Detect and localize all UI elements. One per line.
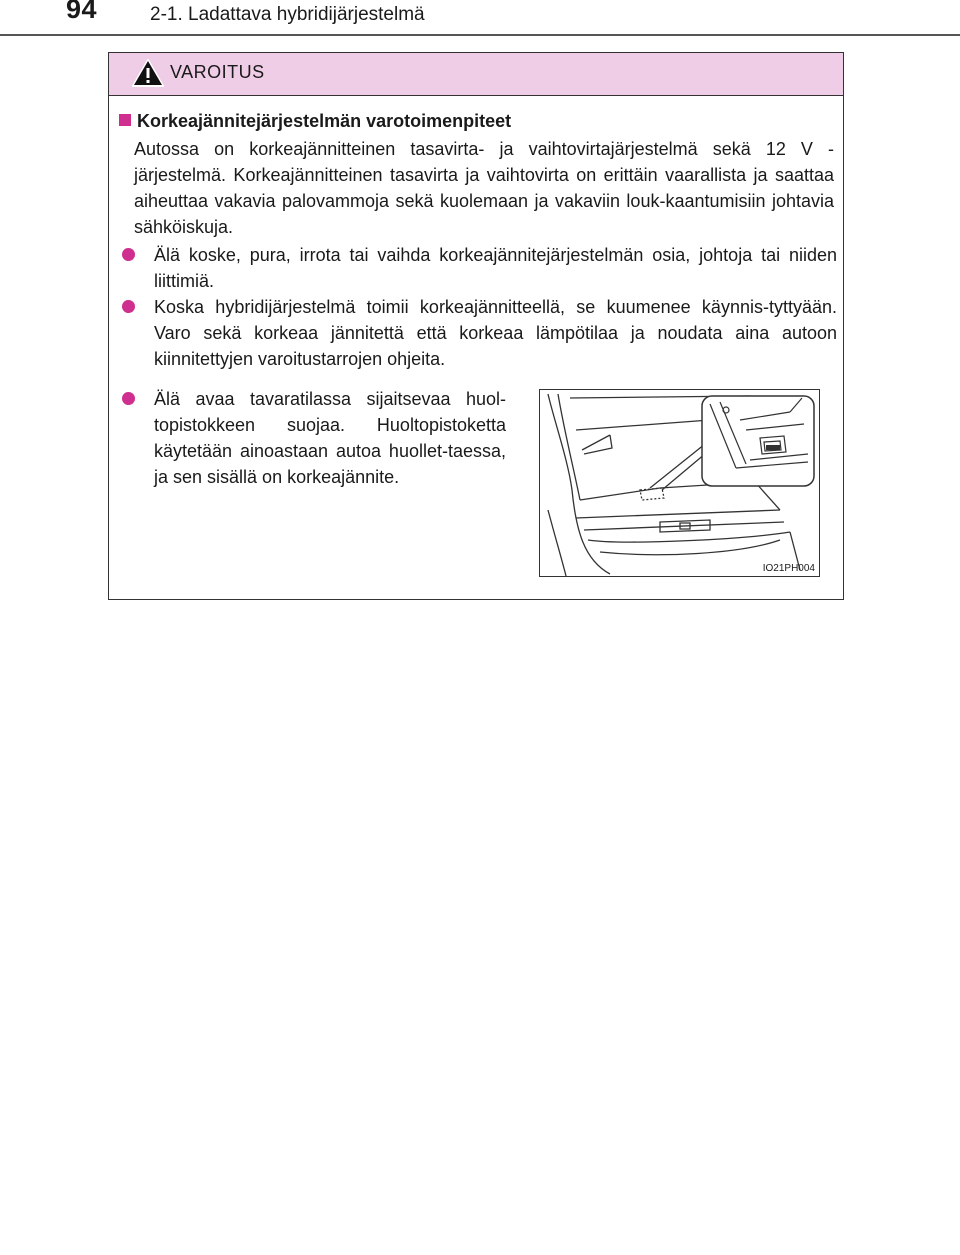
bullet-item	[122, 294, 837, 372]
intro-paragraph: Autossa on korkeajännitteinen tasavirta- ja vaihtovirtajärjestelmä sekä 12 V -järjestelmä. Korkeajännitteinen tasavirta ja vaihtovirta on erittäin vaarallista ja saattaa aiheuttaa vakavia palovammoja sekä kuolemaan ja vakaviin louk-kaantumisiin johtavia sähköiskuja.	[134, 139, 834, 237]
trunk-illustration	[540, 390, 819, 576]
round-bullet-icon	[122, 248, 135, 261]
figure-code: IO21PH004	[762, 563, 815, 574]
section-title: 2-1. Ladattava hybridijärjestelmä	[150, 4, 425, 25]
round-bullet-icon	[122, 392, 135, 405]
warning-triangle-icon	[132, 59, 164, 87]
bullet-text: Älä avaa tavaratilassa sijaitsevaa huol-topistokkeen suojaa. Huoltopistoketta käytetään ainoastaan autoa huollet-taessa, ja sen sisällä on korkeajännite.	[154, 389, 506, 487]
bullet-text: Koska hybridijärjestelmä toimii korkeajännitteellä, se kuumenee käynnis-tyttyään. Varo sekä korkeaa jännitettä että korkeaa lämpötilaa ja noudata aina autoon kiinnitettyjen varoitustarrojen ohjeita.	[154, 297, 837, 369]
square-bullet-icon	[119, 114, 131, 126]
warning-subheading	[119, 111, 511, 132]
round-bullet-icon	[122, 300, 135, 313]
header-rule	[0, 34, 960, 36]
page-number: 94	[66, 0, 98, 24]
warning-label: VAROITUS	[170, 62, 265, 82]
bullet-text: Älä koske, pura, irrota tai vaihda korkeajännitejärjestelmän osia, johtoja tai niiden liittimiä.	[154, 245, 837, 291]
subheading-text: Korkeajännitejärjestelmän varotoimenpiteet	[137, 111, 512, 131]
warning-header	[109, 53, 843, 96]
bullet-item	[122, 242, 837, 294]
warning-box	[108, 52, 844, 600]
service-plug-figure	[539, 389, 820, 577]
bullet-item	[122, 386, 506, 490]
